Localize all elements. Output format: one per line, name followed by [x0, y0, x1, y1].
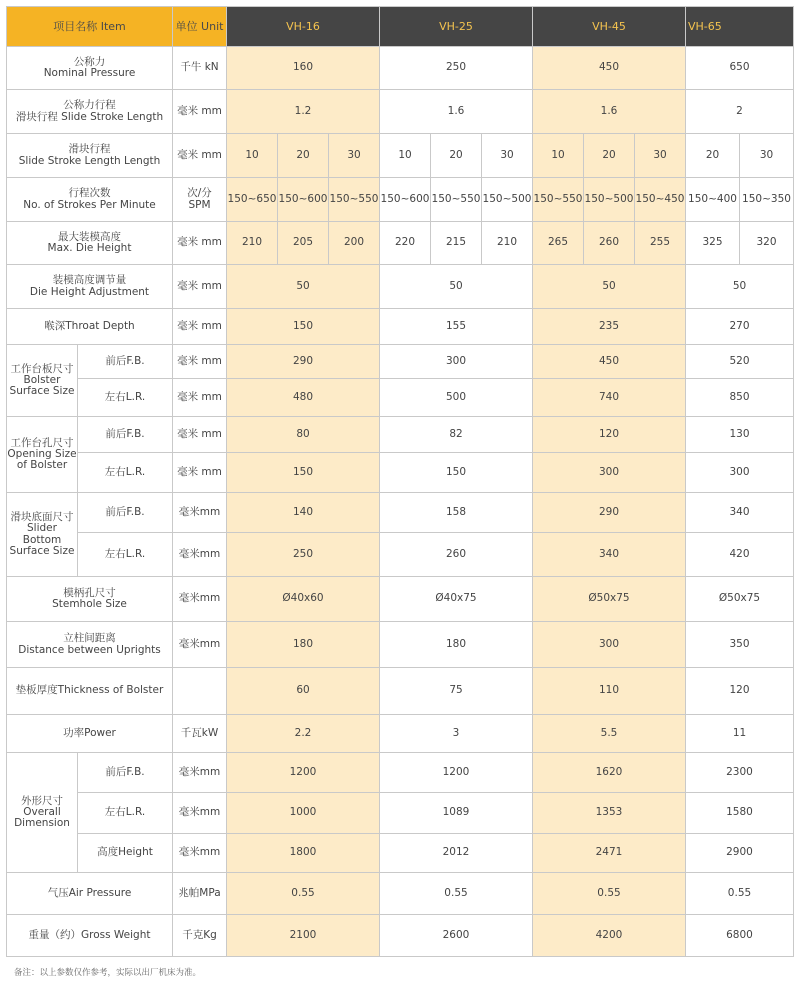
row-label: 装模高度调节量 Die Height Adjustment — [7, 265, 173, 309]
value-cell: 220 — [380, 222, 431, 265]
value-cell: 10 — [380, 134, 431, 178]
value-cell: 2.2 — [227, 715, 380, 753]
value-cell: 2471 — [533, 834, 686, 873]
row-group-label: 外形尺寸 Overall Dimension — [7, 753, 78, 873]
value-cell: 150~500 — [482, 178, 533, 222]
value-cell: 150 — [227, 309, 380, 345]
row-label: 行程次数 No. of Strokes Per Minute — [7, 178, 173, 222]
unit-cell: 次/分 SPM — [173, 178, 227, 222]
footnote: 备注：以上参数仅作参考，实际以出厂机床为准。 — [14, 968, 202, 978]
value-cell: 205 — [278, 222, 329, 265]
value-cell: 340 — [686, 493, 794, 533]
value-cell: 265 — [533, 222, 584, 265]
value-cell: 1353 — [533, 793, 686, 834]
value-cell: 1620 — [533, 753, 686, 793]
item-header: 项目名称 Item — [7, 7, 173, 47]
table-row — [7, 915, 794, 957]
value-cell: 210 — [482, 222, 533, 265]
table-row — [7, 265, 794, 309]
table-row — [7, 47, 794, 90]
value-cell: 110 — [533, 668, 686, 715]
value-cell: 290 — [533, 493, 686, 533]
value-cell: 290 — [227, 345, 380, 379]
value-cell: 80 — [227, 417, 380, 453]
unit-cell: 毫米mm — [173, 577, 227, 622]
value-cell: 255 — [635, 222, 686, 265]
unit-cell: 毫米mm — [173, 793, 227, 834]
value-cell: 150~450 — [635, 178, 686, 222]
value-cell: 50 — [227, 265, 380, 309]
value-cell: 300 — [533, 622, 686, 668]
value-cell: 60 — [227, 668, 380, 715]
model-header-vh25: VH-25 — [380, 7, 533, 47]
value-cell: 850 — [686, 379, 794, 417]
value-cell: Ø50x75 — [533, 577, 686, 622]
value-cell: 0.55 — [380, 873, 533, 915]
value-cell: 2300 — [686, 753, 794, 793]
value-cell: Ø50x75 — [686, 577, 794, 622]
table-row — [7, 417, 794, 453]
unit-cell: 毫米 mm — [173, 417, 227, 453]
unit-cell: 毫米 mm — [173, 222, 227, 265]
table-row — [7, 577, 794, 622]
value-cell: 120 — [686, 668, 794, 715]
value-cell: 150~600 — [380, 178, 431, 222]
row-group-label: 滑块底面尺寸 Slider Bottom Surface Size — [7, 493, 78, 577]
value-cell: 2600 — [380, 915, 533, 957]
table-row — [7, 453, 794, 493]
value-cell: 250 — [227, 533, 380, 577]
value-cell: 1200 — [380, 753, 533, 793]
value-cell: 150~400 — [686, 178, 740, 222]
value-cell: 120 — [533, 417, 686, 453]
unit-header: 单位 Unit — [173, 7, 227, 47]
value-cell: Ø40x75 — [380, 577, 533, 622]
sub-label: 前后F.B. — [78, 493, 173, 533]
value-cell: 20 — [278, 134, 329, 178]
row-label: 公称力行程 滑块行程 Slide Stroke Length — [7, 90, 173, 134]
value-cell: 150~350 — [740, 178, 794, 222]
unit-cell: 毫米mm — [173, 533, 227, 577]
value-cell: 20 — [584, 134, 635, 178]
sub-label: 前后F.B. — [78, 753, 173, 793]
unit-cell: 千克Kg — [173, 915, 227, 957]
value-cell: 420 — [686, 533, 794, 577]
unit-cell: 毫米mm — [173, 622, 227, 668]
value-cell: 150 — [380, 453, 533, 493]
value-cell: 3 — [380, 715, 533, 753]
value-cell: 1580 — [686, 793, 794, 834]
value-cell: 30 — [635, 134, 686, 178]
row-label: 垫板厚度Thickness of Bolster — [7, 668, 173, 715]
row-label: 重量（约）Gross Weight — [7, 915, 173, 957]
model-header-vh45: VH-45 — [533, 7, 686, 47]
row-group-label: 工作台孔尺寸 Opening Size of Bolster — [7, 417, 78, 493]
unit-cell: 毫米 mm — [173, 345, 227, 379]
value-cell: 50 — [533, 265, 686, 309]
value-cell: 1.6 — [533, 90, 686, 134]
value-cell: 270 — [686, 309, 794, 345]
sub-label: 前后F.B. — [78, 417, 173, 453]
unit-cell — [173, 668, 227, 715]
value-cell: 180 — [380, 622, 533, 668]
value-cell: 4200 — [533, 915, 686, 957]
value-cell: 500 — [380, 379, 533, 417]
value-cell: 150~550 — [329, 178, 380, 222]
row-label: 公称力 Nominal Pressure — [7, 47, 173, 90]
row-label: 功率Power — [7, 715, 173, 753]
value-cell: 150 — [227, 453, 380, 493]
table-row — [7, 178, 794, 222]
value-cell: 210 — [227, 222, 278, 265]
sub-label: 左右L.R. — [78, 453, 173, 493]
table-row — [7, 753, 794, 793]
model-header-vh16: VH-16 — [227, 7, 380, 47]
value-cell: 300 — [380, 345, 533, 379]
value-cell: 30 — [329, 134, 380, 178]
value-cell: 0.55 — [533, 873, 686, 915]
table-row — [7, 873, 794, 915]
value-cell: 130 — [686, 417, 794, 453]
row-label: 滑块行程 Slide Stroke Length Length — [7, 134, 173, 178]
value-cell: 300 — [686, 453, 794, 493]
sub-label: 前后F.B. — [78, 345, 173, 379]
value-cell: 180 — [227, 622, 380, 668]
table-row — [7, 90, 794, 134]
value-cell: 520 — [686, 345, 794, 379]
value-cell: 5.5 — [533, 715, 686, 753]
value-cell: 300 — [533, 453, 686, 493]
value-cell: 150~650 — [227, 178, 278, 222]
unit-cell: 毫米 mm — [173, 379, 227, 417]
value-cell: 82 — [380, 417, 533, 453]
value-cell: 350 — [686, 622, 794, 668]
value-cell: 450 — [533, 345, 686, 379]
row-label: 喉深Throat Depth — [7, 309, 173, 345]
unit-cell: 兆帕MPa — [173, 873, 227, 915]
row-label: 气压Air Pressure — [7, 873, 173, 915]
table-row — [7, 834, 794, 873]
value-cell: 10 — [227, 134, 278, 178]
sub-label: 高度Height — [78, 834, 173, 873]
value-cell: 140 — [227, 493, 380, 533]
row-group-label: 工作台板尺寸 Bolster Surface Size — [7, 345, 78, 417]
value-cell: 200 — [329, 222, 380, 265]
value-cell: 340 — [533, 533, 686, 577]
table-header — [7, 7, 794, 47]
table-row — [7, 309, 794, 345]
unit-cell: 毫米 mm — [173, 265, 227, 309]
table-row — [7, 622, 794, 668]
unit-cell: 千瓦kW — [173, 715, 227, 753]
table-row — [7, 493, 794, 533]
value-cell: 155 — [380, 309, 533, 345]
value-cell: 1.2 — [227, 90, 380, 134]
unit-cell: 毫米 mm — [173, 134, 227, 178]
model-header-vh65: VH-65 — [686, 7, 794, 47]
unit-cell: 毫米mm — [173, 753, 227, 793]
unit-cell: 毫米mm — [173, 493, 227, 533]
value-cell: 1200 — [227, 753, 380, 793]
value-cell: 260 — [584, 222, 635, 265]
value-cell: 740 — [533, 379, 686, 417]
value-cell: 1000 — [227, 793, 380, 834]
table-row — [7, 345, 794, 379]
value-cell: 50 — [686, 265, 794, 309]
unit-cell: 千牛 kN — [173, 47, 227, 90]
sub-label: 左右L.R. — [78, 533, 173, 577]
unit-cell: 毫米mm — [173, 834, 227, 873]
table-row — [7, 379, 794, 417]
row-label: 最大装模高度 Max. Die Height — [7, 222, 173, 265]
value-cell: 2100 — [227, 915, 380, 957]
value-cell: 325 — [686, 222, 740, 265]
value-cell: 2900 — [686, 834, 794, 873]
value-cell: 20 — [431, 134, 482, 178]
sub-label: 左右L.R. — [78, 379, 173, 417]
value-cell: 215 — [431, 222, 482, 265]
sub-label: 左右L.R. — [78, 793, 173, 834]
table-row — [7, 222, 794, 265]
value-cell: 150~600 — [278, 178, 329, 222]
row-label: 立柱间距离 Distance between Uprights — [7, 622, 173, 668]
value-cell: 150~550 — [533, 178, 584, 222]
value-cell: 11 — [686, 715, 794, 753]
value-cell: 50 — [380, 265, 533, 309]
value-cell: 150~500 — [584, 178, 635, 222]
value-cell: 2 — [686, 90, 794, 134]
unit-cell: 毫米 mm — [173, 453, 227, 493]
value-cell: 1.6 — [380, 90, 533, 134]
value-cell: 450 — [533, 47, 686, 90]
value-cell: 10 — [533, 134, 584, 178]
value-cell: 158 — [380, 493, 533, 533]
table-row — [7, 793, 794, 834]
value-cell: 0.55 — [227, 873, 380, 915]
row-label: 模柄孔尺寸 Stemhole Size — [7, 577, 173, 622]
unit-cell: 毫米 mm — [173, 90, 227, 134]
value-cell: 30 — [482, 134, 533, 178]
value-cell: 260 — [380, 533, 533, 577]
table-row — [7, 715, 794, 753]
value-cell: 2012 — [380, 834, 533, 873]
value-cell: 150~550 — [431, 178, 482, 222]
value-cell: 250 — [380, 47, 533, 90]
spec-table — [6, 6, 794, 957]
table-row — [7, 134, 794, 178]
value-cell: 650 — [686, 47, 794, 90]
value-cell: 0.55 — [686, 873, 794, 915]
value-cell: 480 — [227, 379, 380, 417]
value-cell: 75 — [380, 668, 533, 715]
value-cell: 235 — [533, 309, 686, 345]
value-cell: 30 — [740, 134, 794, 178]
value-cell: 320 — [740, 222, 794, 265]
value-cell: 20 — [686, 134, 740, 178]
value-cell: 160 — [227, 47, 380, 90]
unit-cell: 毫米 mm — [173, 309, 227, 345]
value-cell: 6800 — [686, 915, 794, 957]
value-cell: 1800 — [227, 834, 380, 873]
table-row — [7, 533, 794, 577]
value-cell: 1089 — [380, 793, 533, 834]
table-row — [7, 668, 794, 715]
value-cell: Ø40x60 — [227, 577, 380, 622]
